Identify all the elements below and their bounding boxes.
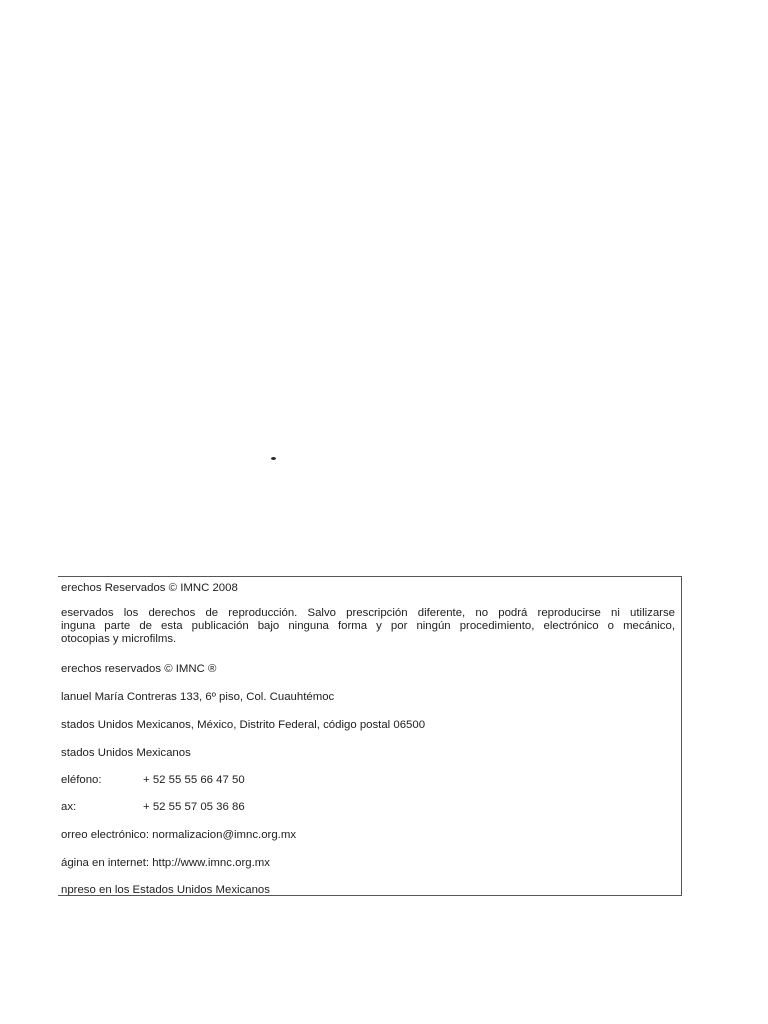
address-street: lanuel María Contreras 133, 6º piso, Col. Cuauhtémoc — [61, 691, 335, 703]
notice-line-3: otocopias y microfilms. — [61, 633, 177, 645]
fax-label: ax: — [61, 801, 77, 813]
notice-line-2: inguna parte de esta publicación bajo ninguna forma y por ningún procedimiento, electrónico o mecánico, — [61, 620, 675, 632]
rights-reserved: erechos reservados © IMNC ® — [61, 663, 217, 675]
reproduction-notice — [61, 607, 675, 646]
fax-row — [61, 801, 245, 814]
scan-speck — [271, 457, 276, 460]
country: stados Unidos Mexicanos — [61, 747, 191, 759]
copyright-box — [58, 576, 682, 896]
phone-value: + 52 55 55 66 47 50 — [143, 774, 245, 786]
email: orreo electrónico: normalizacion@imnc.org.mx — [61, 829, 297, 841]
address-city: stados Unidos Mexicanos, México, Distrito Federal, código postal 06500 — [61, 719, 426, 731]
fax-value: + 52 55 57 05 36 86 — [143, 801, 245, 813]
phone-row — [61, 774, 245, 787]
copyright-title: erechos Reservados © IMNC 2008 — [61, 582, 238, 594]
website: ágina en internet: http://www.imnc.org.mx — [61, 857, 270, 869]
phone-label: eléfono: — [61, 774, 102, 786]
notice-line-1: eservados los derechos de reproducción. Salvo prescripción diferente, no podrá reproducirse ni utilizarse — [61, 607, 675, 619]
printed-in: npreso en los Estados Unidos Mexicanos — [61, 884, 270, 896]
